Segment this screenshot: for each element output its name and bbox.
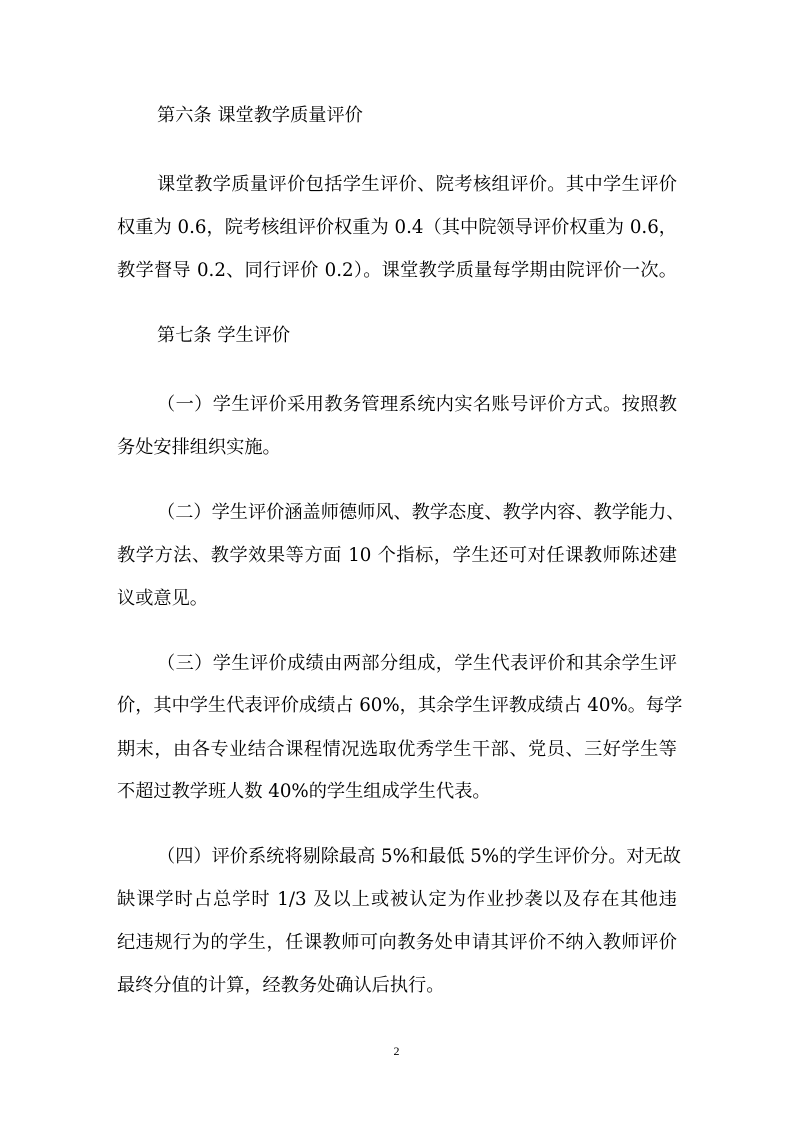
article-6-text-line-1: 课堂教学质量评价包括学生评价、院考核组评价。其中学生评价 xyxy=(157,174,677,195)
page-number: 2 xyxy=(393,1044,400,1058)
article-7-heading: 第七条 学生评价 xyxy=(157,325,291,346)
article-6-heading: 第六条 课堂教学质量评价 xyxy=(157,105,363,126)
item-1-line-2: 务处安排组织实施。 xyxy=(117,437,281,458)
item-3-line-2: 价，其中学生代表评价成绩占 60%，其余学生评教成绩占 40%。每学 xyxy=(117,695,683,716)
item-1-line-1: （一）学生评价采用教务管理系统内实名账号评价方式。按照教 xyxy=(157,394,677,415)
item-4-line-3: 纪违规行为的学生，任课教师可向教务处申请其评价不纳入教师评价 xyxy=(117,932,677,953)
item-2-line-2: 教学方法、教学效果等方面 10 个指标，学生还可对任课教师陈述建 xyxy=(117,545,677,566)
item-4-line-2: 缺课学时占总学时 1/3 及以上或被认定为作业抄袭以及存在其他违 xyxy=(117,889,677,910)
item-3-line-1: （三）学生评价成绩由两部分组成，学生代表评价和其余学生评 xyxy=(157,653,677,674)
item-4-line-1: （四）评价系统将剔除最高 5%和最低 5%的学生评价分。对无故 xyxy=(157,846,681,867)
item-2-line-1: （二）学生评价涵盖师德师风、教学态度、教学内容、教学能力、 xyxy=(157,502,685,523)
item-4-line-4: 最终分值的计算，经教务处确认后执行。 xyxy=(117,975,445,996)
item-2-line-3: 议或意见。 xyxy=(117,588,208,609)
item-3-line-3: 期末，由各专业结合课程情况选取优秀学生干部、党员、三好学生等 xyxy=(117,739,677,760)
item-3-line-4: 不超过教学班人数 40%的学生组成学生代表。 xyxy=(117,781,491,802)
article-6-text-line-2: 权重为 0.6，院考核组评价权重为 0.4（其中院领导评价权重为 0.6， xyxy=(117,217,677,238)
article-6-text-line-3: 教学督导 0.2、同行评价 0.2）。课堂教学质量每学期由院评价一次。 xyxy=(117,260,677,281)
